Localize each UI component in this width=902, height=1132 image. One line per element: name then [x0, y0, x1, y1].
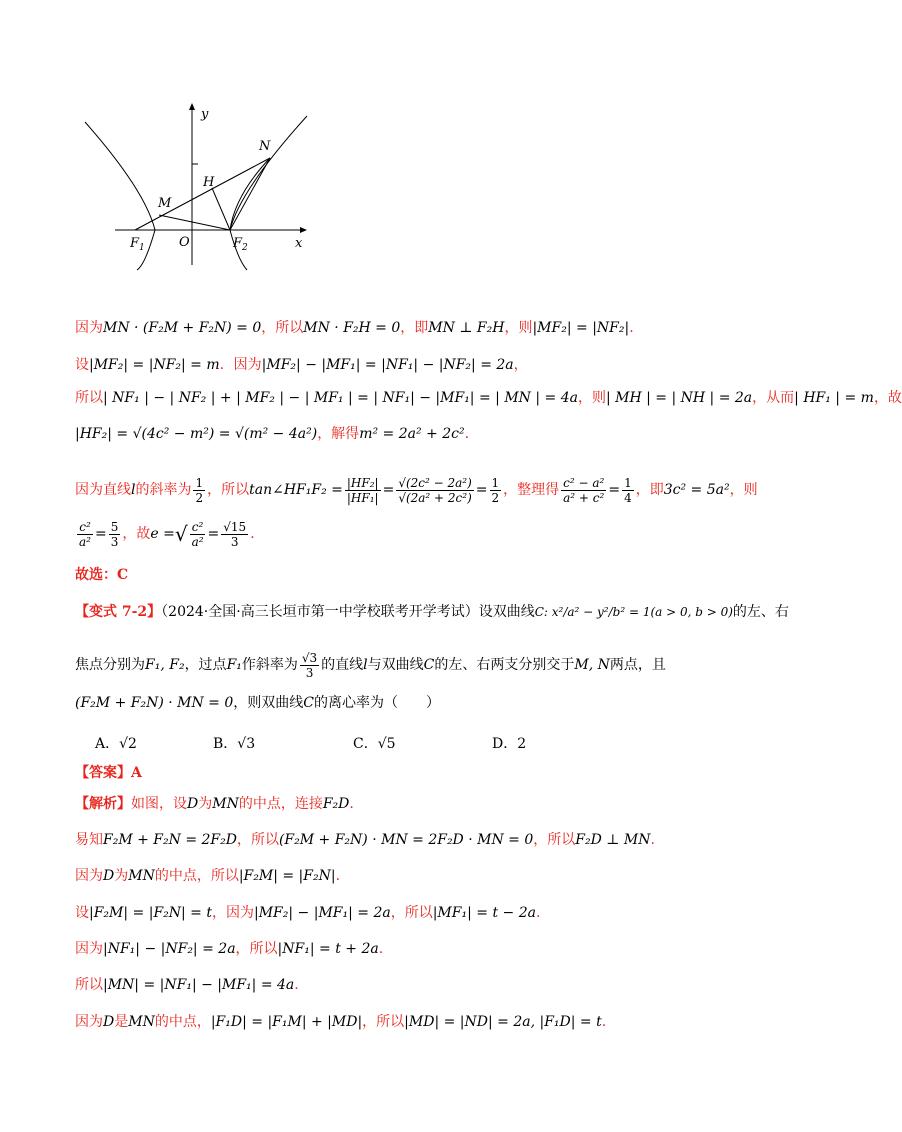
- problem-line3: (F₂M + F₂N) · MN = 0，则双曲线C的离心率为（ ）: [75, 695, 440, 711]
- solution1-line5: 因为直线 l 的斜率为 $\frac{1}{2}$ ，所以 tan∠HF₁F₂ = $\frac{\text{|HF₂|}}{\text{|HF₁|}}$ = $\frac{\text{√(2c² − 2a²)}}{\text{√(2a² + 2c²)}}$ = $\frac{1}{2}$ ，整理得 $\frac{\text{c² − a²}}{\text{a² + c²}}$ = $\frac{1}{4}$ ，即 3c² = 5a² ，则: [75, 475, 758, 505]
- hyperbola-figure: [75, 100, 315, 270]
- x-axis-arrow: [300, 227, 307, 233]
- option-a[interactable]: A．√2: [95, 736, 137, 752]
- solution1-line3: 所以| NF₁ | − | NF₂ | + | MF₂ | − | MF₁ | = | NF₁| − |MF₁| = | MN | = 4a，则| MH | = | NH | = 2a，从而| HF₁ | = m，故: [75, 390, 902, 406]
- line-H-F2: [212, 188, 230, 230]
- solution2-line6: 所以|MN| = |NF₁| − |MF₁| = 4a.: [75, 977, 299, 993]
- label-y: y: [201, 107, 209, 122]
- option-b[interactable]: B．√3: [213, 736, 256, 752]
- solution2-line5: 因为|NF₁| − |NF₂| = 2a，所以|NF₁| = t + 2a.: [75, 941, 384, 957]
- solution2-line1: 【解析】如图，设D为MN的中点，连接F₂D.: [75, 796, 354, 812]
- label-N: N: [259, 139, 271, 154]
- solution1-answer: 故选：C: [75, 567, 129, 583]
- solution1-line6: $\frac{\text{c²}}{\text{a²}}$ = $\frac{5}{3}$ ，故 e = √ $\frac{\text{c²}}{\text{a²}}$ = $\frac{√15}{3}$ .: [79, 519, 255, 549]
- solution2-line4: 设|F₂M| = |F₂N| = t，因为|MF₂| − |MF₁| = 2a，所以|MF₁| = t − 2a.: [75, 905, 541, 921]
- solution1-line1: 因为MN · (F₂M + F₂N) = 0，所以MN · F₂H = 0，即MN ⊥ F₂H，则|MF₂| = |NF₂|.: [75, 320, 634, 336]
- option-c[interactable]: C．√5: [353, 736, 396, 752]
- solution2-line3: 因为D为MN的中点，所以|F₂M| = |F₂N|.: [75, 868, 341, 884]
- y-axis-arrow: [189, 103, 195, 110]
- label-M: M: [158, 196, 172, 211]
- solution1-line4: |HF₂| = √(4c² − m²) = √(m² − 4a²)，解得m² = 2a² + 2c².: [75, 426, 470, 442]
- label-H: H: [203, 175, 215, 190]
- problem-line1: 【变式 7-2】（2024·全国·高三长垣市第一中学校联考开学考试）设双曲线C: x²/a² − y²/b² = 1(a > 0, b > 0)的左、右: [75, 604, 789, 620]
- answer-tag: 【答案】A: [75, 765, 142, 781]
- label-x: x: [295, 236, 303, 251]
- label-F1: $F_1$: [130, 236, 145, 253]
- solution1-line2: 设|MF₂| = |NF₂| = m．因为|MF₂| − |MF₁| = |NF₁| − |NF₂| = 2a，: [75, 357, 528, 373]
- solution2-line2: 易知F₂M + F₂N = 2F₂D，所以(F₂M + F₂N) · MN = 2F₂D · MN = 0，所以F₂D ⊥ MN.: [75, 832, 655, 848]
- label-O: O: [179, 235, 190, 250]
- label-F2: $F_2$: [233, 236, 248, 253]
- option-d[interactable]: D．2: [492, 736, 527, 752]
- problem-line2: 焦点分别为 F₁, F₂ ，过点 F₁ 作斜率为 $\frac{√3}{3}$ 的直线 l 与双曲线 C 的左、右两支分别交于 M, N 两点，且: [75, 650, 666, 680]
- solution2-line7: 因为D是MN的中点，|F₁D| = |F₁M| + |MD|，所以|MD| = |ND| = 2a, |F₁D| = t.: [75, 1014, 607, 1030]
- line-M-F2: [159, 215, 230, 230]
